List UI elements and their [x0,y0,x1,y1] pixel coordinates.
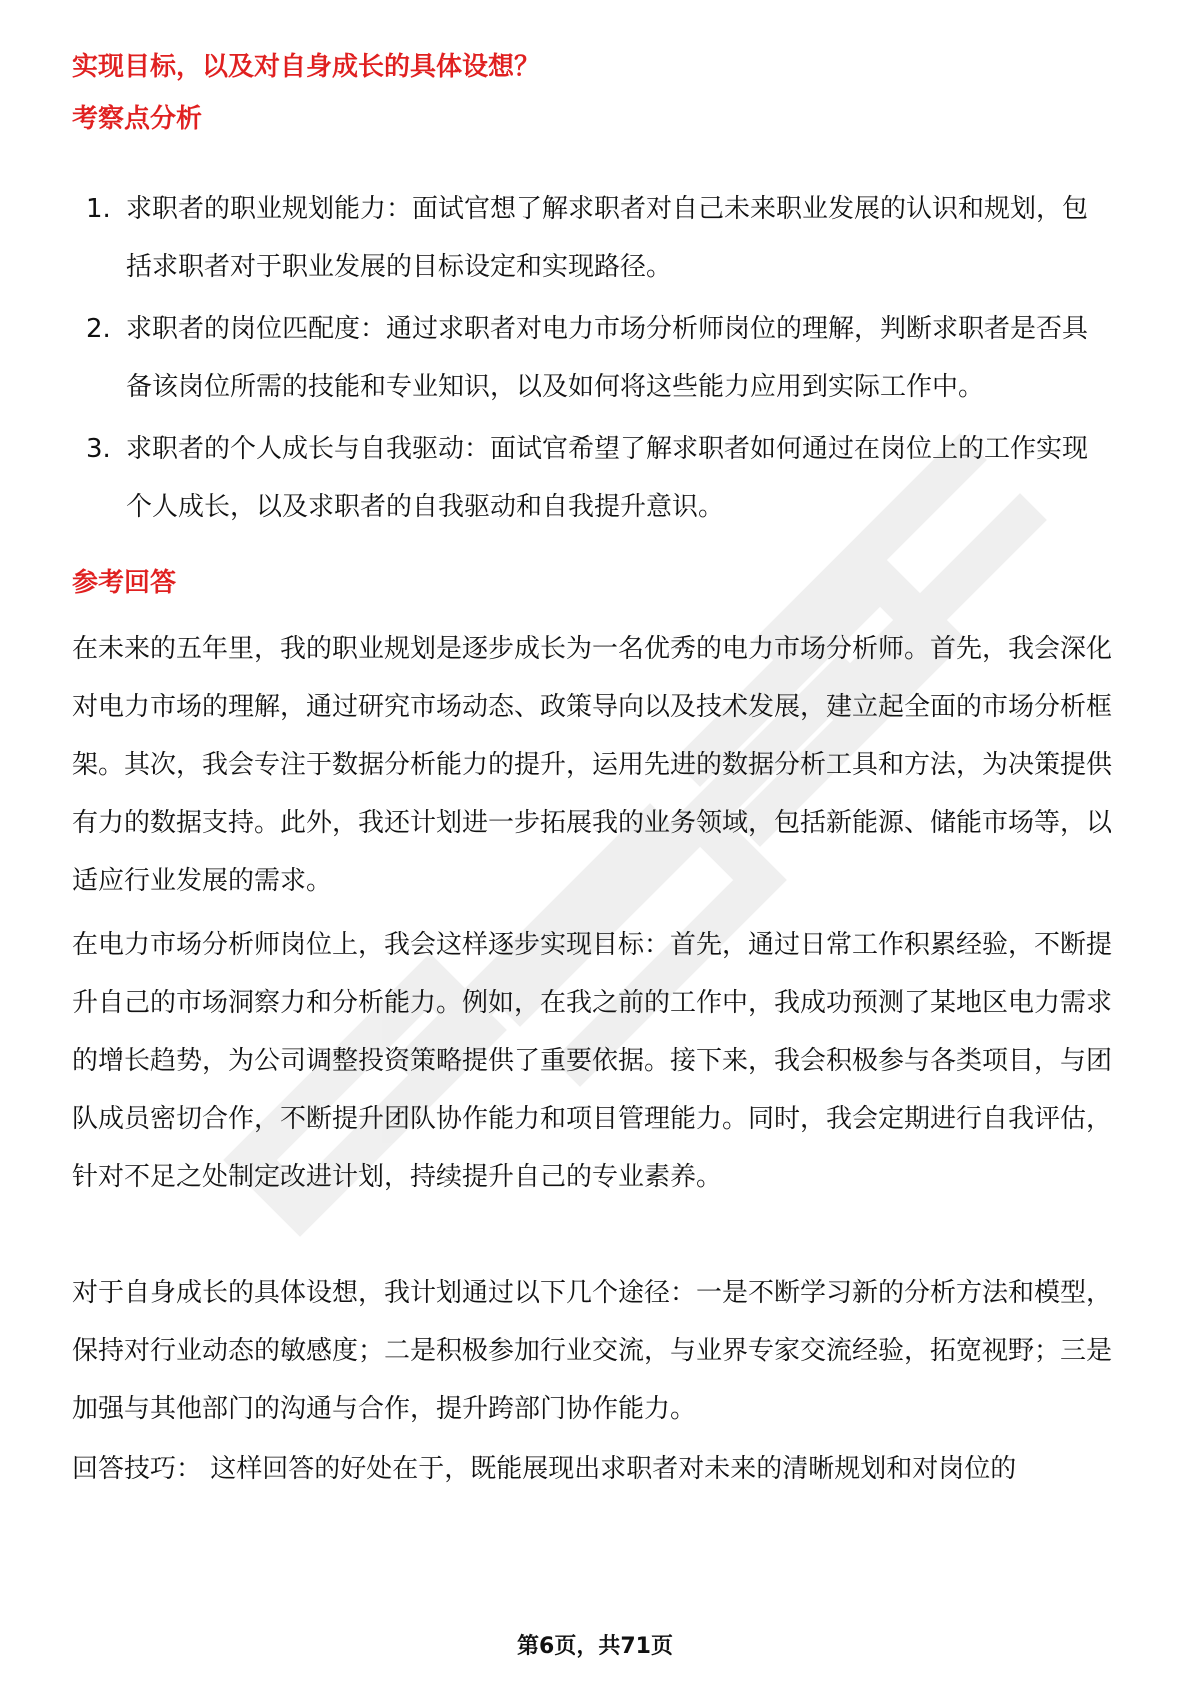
list-item [72,420,1112,536]
list-item [72,300,1112,416]
analysis-list [72,180,1112,536]
list-number: 3. [86,434,111,464]
answer-paragraph: 在未来的五年里，我的职业规划是逐步成长为一名优秀的电力市场分析师。首先，我会深化对电力市场的理解，通过研究市场动态、政策导向以及技术发展，建立起全面的市场分析框架。其次，我会专注于数据分析能力的提升，运用先进的数据分析工具和方法，为决策提供有力的数据支持。此外，我还计划进一步拓展我的业务领域，包括新能源、储能市场等，以适应行业发展的需求。 [72,634,1113,896]
answer-tips-paragraph: 回答技巧： 这样回答的好处在于，既能展现出求职者对未来的清晰规划和对岗位的 [72,1454,1017,1484]
list-number: 1. [86,194,111,224]
list-item [72,180,1112,296]
page-number-footer: 第6页，共71页 [517,1634,673,1659]
list-item-text: 求职者的职业规划能力：面试官想了解求职者对自己未来职业发展的认识和规划，包括求职者对于职业发展的目标设定和实现路径。 [126,194,1089,282]
section-title-reference-answer: 参考回答 [72,568,177,598]
section-title-analysis: 考察点分析 [72,104,203,134]
question-heading: 实现目标，以及对自身成长的具体设想？ [72,52,541,82]
list-number: 2. [86,314,111,344]
list-item-text: 求职者的个人成长与自我驱动：面试官希望了解求职者如何通过在岗位上的工作实现个人成长，以及求职者的自我驱动和自我提升意识。 [126,434,1089,522]
list-item-text: 求职者的岗位匹配度：通过求职者对电力市场分析师岗位的理解，判断求职者是否具备该岗位所需的技能和专业知识，以及如何将这些能力应用到实际工作中。 [126,314,1089,402]
answer-paragraph: 对于自身成长的具体设想，我计划通过以下几个途径：一是不断学习新的分析方法和模型，保持对行业动态的敏感度；二是积极参加行业交流，与业界专家交流经验，拓宽视野；三是加强与其他部门的沟通与合作，提升跨部门协作能力。 [72,1278,1113,1424]
answer-paragraph: 在电力市场分析师岗位上，我会这样逐步实现目标：首先，通过日常工作积累经验，不断提升自己的市场洞察力和分析能力。例如，在我之前的工作中，我成功预测了某地区电力需求的增长趋势，为公司调整投资策略提供了重要依据。接下来，我会积极参与各类项目，与团队成员密切合作，不断提升团队协作能力和项目管理能力。同时，我会定期进行自我评估，针对不足之处制定改进计划，持续提升自己的专业素养。 [72,930,1113,1192]
